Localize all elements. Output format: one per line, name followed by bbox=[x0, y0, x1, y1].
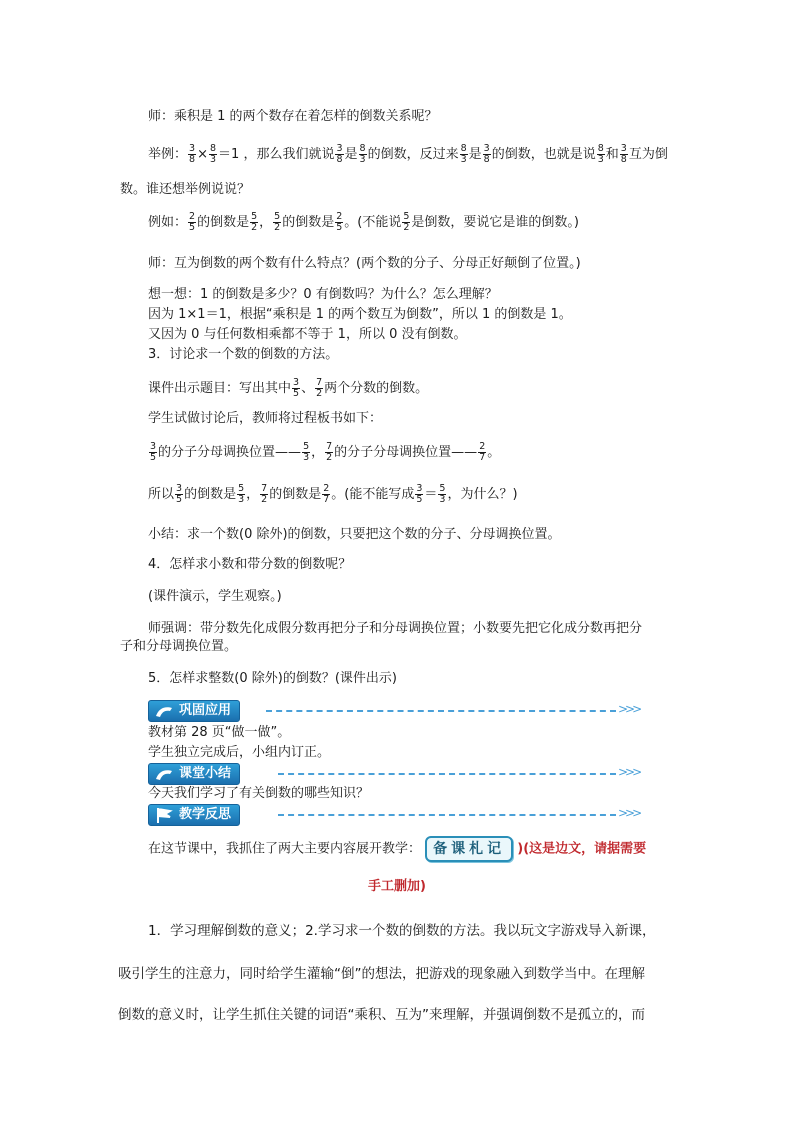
line-summary: 小结：求一个数(0 除外)的倒数，只要把这个数的分子、分母调换位置。 bbox=[148, 527, 561, 542]
section-badge: 巩固应用 bbox=[148, 700, 240, 722]
line-so: 所以 $\frac{3}{5}$ 的倒数是 $\frac{5}{3}$ ， $\frac{7}{2}$ 的倒数是 $\frac{2}{7}$ 。(能不能写成 $\frac{3}{5}$ ＝ $\frac{5}{3}$ ，为什么？) bbox=[148, 483, 518, 505]
section-badge: 课堂小结 bbox=[148, 763, 240, 785]
frac-3-8: $\frac{3}{8}$ bbox=[189, 143, 196, 165]
line-board: 学生试做讨论后，教师将过程板书如下： bbox=[148, 411, 383, 426]
line-think: 想一想：1 的倒数是多少？0 有倒数吗？为什么？怎么理解？ bbox=[148, 287, 498, 302]
hand-icon bbox=[153, 702, 175, 720]
line-demo: (课件演示，学生观察。) bbox=[148, 589, 282, 604]
line-emphasis-2: 子和分母调换位置。 bbox=[120, 639, 238, 654]
section-badge: 教学反思 bbox=[148, 804, 240, 826]
section-summary: 课堂小结 >>> bbox=[148, 763, 638, 785]
line-note-end: 手工删加) bbox=[368, 879, 426, 894]
line-independent: 学生独立完成后，小组内订正。 bbox=[148, 745, 331, 760]
line-question: 师：乘积是 1 的两个数存在着怎样的倒数关系呢？ bbox=[148, 109, 438, 124]
line-example-1: 举例： $\frac{3}{8}$ × $\frac{8}{3}$ ＝1 ，那么我们就说 $\frac{3}{8}$ 是 $\frac{8}{3}$ 的倒数，反过来 $\frac{8}{3}$ 是 $\frac{3}{8}$ 的倒数，也就是说 $\frac{8}{3}$ 和 $\frac{3}{8}$ 互为倒 bbox=[148, 143, 668, 165]
line-textbook: 教材第 28 页“做一做”。 bbox=[148, 725, 291, 740]
line-feature: 师：互为倒数的两个数有什么特点？(两个数的分子、分母正好颠倒了位置。) bbox=[148, 256, 581, 271]
line-example-2: 例如： $\frac{2}{5}$ 的倒数是 $\frac{5}{2}$ ， $\frac{5}{2}$ 的倒数是 $\frac{2}{5}$ 。(不能说 $\frac{5}{2}$ 是倒数，要说它是谁的倒数。) bbox=[148, 211, 579, 233]
line-swap: $\frac{3}{5}$ 的分子分母调换位置—— $\frac{5}{3}$ ， $\frac{7}{2}$ 的分子分母调换位置—— $\frac{2}{7}$ 。 bbox=[150, 441, 501, 463]
line-emphasis: 师强调：带分数先化成假分数再把分子和分母调换位置；小数要先把它化成分数再把分 bbox=[148, 621, 643, 636]
line-zero: 又因为 0 与任何数相乘都不等于 1，所以 0 没有倒数。 bbox=[148, 327, 467, 342]
paragraph-line-3: 倒数的意义时，让学生抓住关键的词语“乘积、互为”来理解，并强调倒数不是孤立的，而 bbox=[118, 1007, 645, 1023]
line-reflection: 在这节课中，我抓住了两大主要内容展开教学： 备课札记 )(这是边文，请据需要 bbox=[148, 836, 646, 862]
paragraph-line-2: 吸引学生的注意力，同时给学生灌输“倒”的想法，把游戏的现象融入到数学当中。在理解 bbox=[118, 966, 645, 982]
line-today: 今天我们学习了有关倒数的哪些知识？ bbox=[148, 786, 370, 801]
flag-icon bbox=[153, 806, 175, 824]
line-step5: 5．怎样求整数(0 除外)的倒数？(课件出示) bbox=[148, 671, 397, 686]
line-example-1b: 数。谁还想举例说说？ bbox=[120, 182, 251, 197]
line-step4: 4．怎样求小数和带分数的倒数呢？ bbox=[148, 557, 352, 572]
notes-stamp: 备课札记 bbox=[425, 836, 513, 862]
section-consolidate: 巩固应用 >>> bbox=[148, 700, 638, 722]
hand-icon bbox=[153, 765, 175, 783]
section-reflection: 教学反思 >>> bbox=[148, 804, 638, 826]
paragraph-line-1: 1．学习理解倒数的意义；2.学习求一个数的倒数的方法。我以玩文字游戏导入新课， bbox=[148, 923, 656, 939]
line-because: 因为 1×1＝1，根据“乘积是 1 的两个数互为倒数”，所以 1 的倒数是 1。 bbox=[148, 307, 572, 322]
line-task: 课件出示题目：写出其中 $\frac{3}{5}$ 、 $\frac{7}{2}$ 两个分数的倒数。 bbox=[148, 377, 429, 399]
line-step3: 3．讨论求一个数的倒数的方法。 bbox=[148, 347, 339, 362]
frac-8-3: $\frac{8}{3}$ bbox=[209, 143, 217, 165]
